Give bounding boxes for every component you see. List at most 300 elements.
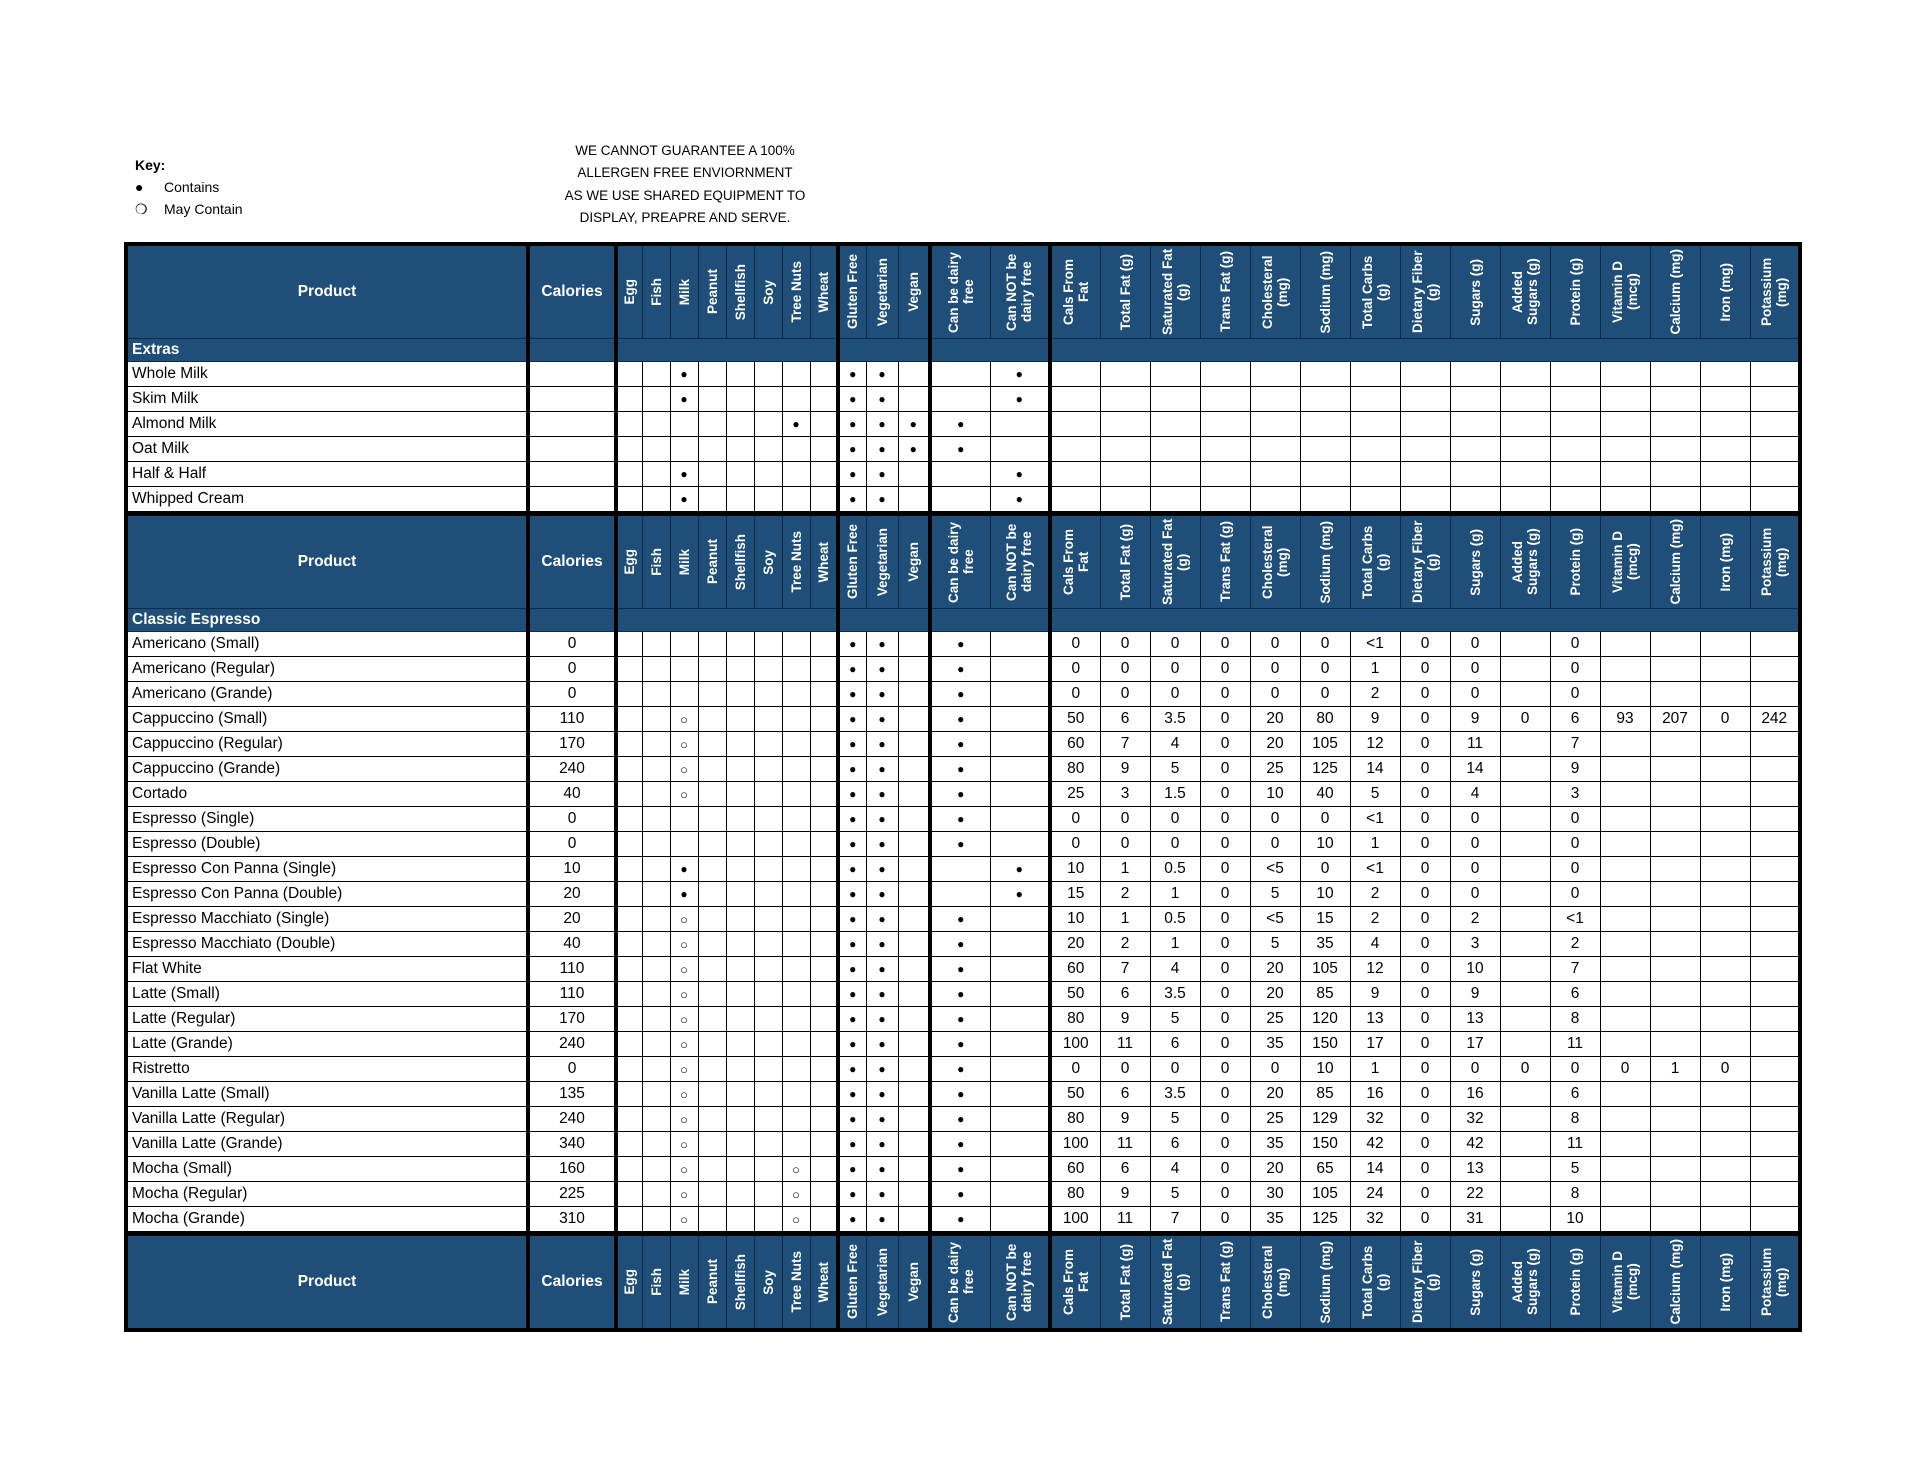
table-cell — [1100, 437, 1150, 462]
table-cell: ● — [930, 657, 990, 682]
column-header — [838, 1234, 866, 1331]
table-cell — [642, 857, 670, 882]
column-header-label: Sodium (mg) — [1317, 250, 1333, 334]
table-cell — [642, 1032, 670, 1057]
table-cell: ○ — [670, 1207, 698, 1234]
table-cell — [1200, 412, 1250, 437]
table-cell — [1550, 362, 1600, 387]
table-row — [126, 362, 1800, 387]
product-name: Whole Milk — [126, 362, 528, 387]
table-cell — [898, 882, 930, 907]
product-name: Cortado — [126, 782, 528, 807]
table-cell: 5 — [1150, 757, 1200, 782]
table-cell — [810, 882, 838, 907]
table-cell: 0 — [528, 682, 616, 707]
table-cell — [670, 657, 698, 682]
table-cell — [698, 1157, 726, 1182]
table-cell — [616, 1082, 642, 1107]
column-header — [616, 514, 642, 609]
table-cell: 7 — [1150, 1207, 1200, 1234]
table-cell — [726, 982, 754, 1007]
table-cell: 0 — [1100, 807, 1150, 832]
table-cell — [990, 1157, 1050, 1182]
table-cell: 10 — [528, 857, 616, 882]
table-cell: 5 — [1250, 932, 1300, 957]
table-cell: ● — [866, 387, 898, 412]
product-name: Cappuccino (Regular) — [126, 732, 528, 757]
column-header-label: Fish — [648, 278, 664, 306]
column-header-label: Dietary Fiber (g) — [1410, 1240, 1440, 1324]
table-cell: 0 — [1400, 1157, 1450, 1182]
table-row — [126, 387, 1800, 412]
table-cell: ● — [782, 412, 810, 437]
column-header — [1700, 1234, 1750, 1331]
table-cell: ● — [838, 657, 866, 682]
table-cell: ● — [930, 957, 990, 982]
table-cell — [1650, 387, 1700, 412]
column-header — [1650, 514, 1700, 609]
table-cell — [726, 932, 754, 957]
table-cell: 0 — [1400, 1082, 1450, 1107]
table-row — [126, 932, 1800, 957]
table-cell: 0 — [1550, 857, 1600, 882]
table-cell — [1650, 932, 1700, 957]
table-cell: ● — [838, 387, 866, 412]
table-cell — [810, 632, 838, 657]
table-cell: 0 — [1400, 1007, 1450, 1032]
table-cell: ● — [838, 1007, 866, 1032]
header-row — [126, 1234, 1800, 1331]
table-cell — [1700, 807, 1750, 832]
table-row — [126, 757, 1800, 782]
table-cell: 11 — [1100, 1207, 1150, 1234]
table-cell: 35 — [1300, 932, 1350, 957]
table-cell: 60 — [1050, 1157, 1100, 1182]
table-cell: 20 — [1250, 1082, 1300, 1107]
table-cell — [810, 1107, 838, 1132]
table-cell: 0 — [528, 807, 616, 832]
table-cell — [1650, 632, 1700, 657]
table-cell — [810, 1182, 838, 1207]
column-header — [1150, 244, 1200, 339]
table-cell: ● — [866, 362, 898, 387]
table-cell — [898, 1082, 930, 1107]
table-cell — [930, 462, 990, 487]
column-header-label: Can NOT be dairy free — [1004, 1243, 1035, 1321]
table-cell — [1750, 632, 1800, 657]
column-header — [1550, 1234, 1600, 1331]
table-cell — [698, 362, 726, 387]
table-row — [126, 462, 1800, 487]
table-cell — [1750, 462, 1800, 487]
table-cell: 0 — [1300, 657, 1350, 682]
column-header-label: Dietary Fiber (g) — [1410, 520, 1440, 604]
table-cell — [782, 732, 810, 757]
table-cell — [1050, 462, 1100, 487]
table-cell: 0 — [1400, 657, 1450, 682]
table-cell: ● — [930, 932, 990, 957]
legend-key — [135, 154, 243, 220]
table-row — [126, 1207, 1800, 1234]
table-cell: 3 — [1550, 782, 1600, 807]
table-cell — [1600, 362, 1650, 387]
table-cell — [810, 732, 838, 757]
table-cell — [698, 832, 726, 857]
table-cell — [754, 932, 782, 957]
column-header — [866, 514, 898, 609]
table-cell — [616, 1132, 642, 1157]
section-band — [838, 339, 930, 362]
table-cell — [616, 657, 642, 682]
table-cell: ● — [930, 807, 990, 832]
table-cell — [642, 957, 670, 982]
table-cell — [1200, 387, 1250, 412]
table-cell: 0 — [1400, 882, 1450, 907]
table-cell — [898, 907, 930, 932]
table-cell: 0 — [1400, 857, 1450, 882]
table-cell — [898, 1182, 930, 1207]
table-cell: ○ — [670, 1182, 698, 1207]
table-cell — [1050, 487, 1100, 514]
table-cell — [754, 757, 782, 782]
table-cell: ● — [838, 1157, 866, 1182]
table-cell: 0 — [1450, 657, 1500, 682]
table-cell — [810, 757, 838, 782]
table-cell — [990, 1182, 1050, 1207]
column-header-label: Milk — [676, 278, 692, 306]
table-cell: ● — [866, 657, 898, 682]
table-cell: ○ — [670, 907, 698, 932]
table-cell — [898, 757, 930, 782]
product-name: Latte (Regular) — [126, 1007, 528, 1032]
product-name: Ristretto — [126, 1057, 528, 1082]
table-cell: 0 — [1150, 657, 1200, 682]
table-cell — [1100, 412, 1150, 437]
table-cell: 8 — [1550, 1007, 1600, 1032]
table-cell: 0 — [1550, 807, 1600, 832]
column-header — [1750, 244, 1800, 339]
table-cell — [1350, 487, 1400, 514]
table-cell: 11 — [1550, 1032, 1600, 1057]
table-cell: ● — [838, 487, 866, 514]
table-row — [126, 1082, 1800, 1107]
table-cell: 32 — [1350, 1207, 1400, 1234]
table-cell: 2 — [1100, 932, 1150, 957]
table-cell — [898, 707, 930, 732]
column-header-label: Total Fat (g) — [1117, 253, 1133, 331]
table-cell: 11 — [1450, 732, 1500, 757]
column-header-label: Shellfish — [732, 533, 748, 591]
table-cell — [698, 1007, 726, 1032]
table-cell: 2 — [1550, 932, 1600, 957]
table-cell — [898, 807, 930, 832]
table-row — [126, 1132, 1800, 1157]
table-cell — [990, 1007, 1050, 1032]
table-cell: 10 — [1050, 907, 1100, 932]
table-cell — [1750, 1132, 1800, 1157]
table-cell: 0 — [1700, 1057, 1750, 1082]
table-cell — [1650, 1032, 1700, 1057]
table-cell — [698, 437, 726, 462]
product-name: Americano (Grande) — [126, 682, 528, 707]
table-cell: ● — [866, 857, 898, 882]
table-cell — [782, 857, 810, 882]
table-row — [126, 832, 1800, 857]
table-cell — [698, 487, 726, 514]
section-band — [838, 609, 930, 632]
table-cell: ● — [866, 1007, 898, 1032]
table-cell — [698, 682, 726, 707]
table-cell — [990, 657, 1050, 682]
table-cell — [616, 932, 642, 957]
table-cell — [810, 1132, 838, 1157]
table-cell: 50 — [1050, 707, 1100, 732]
table-cell — [990, 437, 1050, 462]
column-header — [1400, 1234, 1450, 1331]
table-cell — [616, 732, 642, 757]
table-cell — [1100, 362, 1150, 387]
table-cell: 9 — [1100, 1182, 1150, 1207]
table-cell — [1700, 882, 1750, 907]
table-cell — [1500, 1007, 1550, 1032]
product-name: Cappuccino (Grande) — [126, 757, 528, 782]
table-cell — [1650, 1082, 1700, 1107]
column-header — [670, 514, 698, 609]
column-header — [698, 1234, 726, 1331]
column-header-label: Can be dairy free — [945, 1241, 976, 1323]
table-cell: ● — [990, 882, 1050, 907]
column-header-label: Milk — [676, 548, 692, 576]
table-cell — [1600, 632, 1650, 657]
table-cell — [642, 462, 670, 487]
table-cell: 14 — [1350, 757, 1400, 782]
table-cell: 20 — [1250, 982, 1300, 1007]
column-header-label: Iron (mg) — [1717, 262, 1733, 322]
product-name: Latte (Grande) — [126, 1032, 528, 1057]
table-cell — [1500, 1207, 1550, 1234]
table-cell — [898, 487, 930, 514]
column-header-label: Iron (mg) — [1717, 1252, 1733, 1312]
table-cell — [810, 957, 838, 982]
table-cell: 0 — [1400, 807, 1450, 832]
table-cell — [1350, 387, 1400, 412]
table-cell: 0 — [1300, 632, 1350, 657]
table-cell: 9 — [1450, 982, 1500, 1007]
table-cell: 2 — [1100, 882, 1150, 907]
product-name: Mocha (Grande) — [126, 1207, 528, 1234]
table-cell — [726, 1032, 754, 1057]
table-cell — [782, 782, 810, 807]
column-header-label: Dietary Fiber (g) — [1410, 250, 1440, 334]
table-cell: 0 — [1300, 857, 1350, 882]
column-header-label: Trans Fat (g) — [1217, 251, 1233, 333]
column-header-label: Cals From Fat — [1060, 258, 1091, 326]
table-cell — [810, 982, 838, 1007]
table-cell: ● — [838, 832, 866, 857]
column-header-label: Cals From Fat — [1060, 1248, 1091, 1316]
table-cell — [898, 832, 930, 857]
table-cell — [898, 387, 930, 412]
column-header-label: Total Fat (g) — [1117, 1243, 1133, 1321]
table-cell — [1500, 1107, 1550, 1132]
column-header-label: Tree Nuts — [788, 1251, 804, 1313]
table-cell: 0 — [1400, 782, 1450, 807]
table-cell — [1650, 462, 1700, 487]
table-row — [126, 957, 1800, 982]
nutrition-sheet — [124, 242, 1802, 1332]
table-cell — [1700, 732, 1750, 757]
table-cell: 15 — [1300, 907, 1350, 932]
table-cell — [698, 882, 726, 907]
disclaimer-line: AS WE USE SHARED EQUIPMENT TO — [564, 187, 806, 203]
column-header — [1150, 1234, 1200, 1331]
table-cell: 120 — [1300, 1007, 1350, 1032]
table-cell: ● — [838, 707, 866, 732]
table-cell: 0 — [1400, 982, 1450, 1007]
table-cell: 6 — [1550, 707, 1600, 732]
table-cell — [1500, 832, 1550, 857]
table-cell — [782, 807, 810, 832]
table-cell: 129 — [1300, 1107, 1350, 1132]
table-cell — [898, 857, 930, 882]
table-cell: 170 — [528, 732, 616, 757]
column-header — [838, 514, 866, 609]
table-cell: 0 — [1400, 707, 1450, 732]
table-cell — [990, 682, 1050, 707]
table-cell: ● — [990, 462, 1050, 487]
table-cell: <1 — [1550, 907, 1600, 932]
column-header-label: Calcium (mg) — [1667, 249, 1683, 335]
product-name: Americano (Regular) — [126, 657, 528, 682]
table-cell: ● — [838, 907, 866, 932]
table-cell: 0 — [1250, 657, 1300, 682]
table-cell — [698, 1057, 726, 1082]
table-cell — [754, 782, 782, 807]
table-cell: 0 — [1050, 807, 1100, 832]
column-header-label: Potassium (mg) — [1759, 257, 1790, 327]
table-cell — [1350, 412, 1400, 437]
table-cell — [1650, 857, 1700, 882]
table-cell — [810, 1207, 838, 1234]
column-header: Product — [126, 514, 528, 609]
table-cell: ● — [866, 682, 898, 707]
table-cell: ● — [838, 437, 866, 462]
table-cell — [1250, 412, 1300, 437]
table-row — [126, 682, 1800, 707]
table-cell: 0 — [1250, 682, 1300, 707]
table-cell — [1650, 757, 1700, 782]
table-cell — [1750, 412, 1800, 437]
table-cell — [782, 832, 810, 857]
table-cell: 0 — [1200, 1207, 1250, 1234]
column-header — [990, 514, 1050, 609]
table-cell: 11 — [1550, 1132, 1600, 1157]
table-cell — [1500, 1032, 1550, 1057]
column-header — [616, 1234, 642, 1331]
column-header-label: Cholesteral (mg) — [1260, 525, 1290, 599]
table-cell: 40 — [1300, 782, 1350, 807]
table-cell: 15 — [1050, 882, 1100, 907]
table-cell — [898, 1157, 930, 1182]
table-cell — [642, 832, 670, 857]
table-cell: ● — [930, 1082, 990, 1107]
column-header — [670, 244, 698, 339]
table-cell — [782, 907, 810, 932]
table-cell — [726, 437, 754, 462]
table-cell: 0 — [1150, 632, 1200, 657]
section-band — [616, 609, 838, 632]
column-header: Product — [126, 1234, 528, 1331]
column-header — [754, 244, 782, 339]
table-cell — [782, 1132, 810, 1157]
table-cell — [726, 1157, 754, 1182]
table-cell: ● — [866, 932, 898, 957]
table-cell: 20 — [1050, 932, 1100, 957]
table-cell — [930, 487, 990, 514]
table-cell — [754, 412, 782, 437]
table-cell — [642, 387, 670, 412]
table-cell — [698, 807, 726, 832]
table-cell — [698, 387, 726, 412]
table-cell — [810, 932, 838, 957]
table-cell: 242 — [1750, 707, 1800, 732]
column-header — [1600, 514, 1650, 609]
table-cell — [642, 782, 670, 807]
table-cell: 25 — [1250, 757, 1300, 782]
table-cell: ● — [838, 1132, 866, 1157]
legend-item-contains — [135, 176, 243, 198]
table-cell: ● — [670, 487, 698, 514]
table-cell — [1700, 1032, 1750, 1057]
table-cell — [810, 1157, 838, 1182]
table-cell — [1600, 957, 1650, 982]
table-cell — [642, 757, 670, 782]
table-cell — [1500, 1157, 1550, 1182]
product-name: Flat White — [126, 957, 528, 982]
column-header — [838, 244, 866, 339]
table-cell — [754, 707, 782, 732]
table-cell — [1150, 362, 1200, 387]
table-cell — [782, 1007, 810, 1032]
table-cell: 3.5 — [1150, 1082, 1200, 1107]
table-row — [126, 907, 1800, 932]
table-cell: 13 — [1450, 1157, 1500, 1182]
column-header-label: Vitamin D (mcg) — [1610, 1251, 1640, 1314]
table-cell: 1 — [1100, 857, 1150, 882]
column-header-label: Tree Nuts — [788, 531, 804, 593]
table-cell: 9 — [1350, 982, 1400, 1007]
table-cell: 5 — [1150, 1107, 1200, 1132]
column-header — [1500, 1234, 1550, 1331]
table-cell: ● — [930, 1132, 990, 1157]
product-name: Cappuccino (Small) — [126, 707, 528, 732]
table-cell — [1100, 462, 1150, 487]
column-header — [1600, 244, 1650, 339]
table-cell: ○ — [782, 1157, 810, 1182]
product-name: Oat Milk — [126, 437, 528, 462]
table-cell — [616, 412, 642, 437]
table-cell: 4 — [1350, 932, 1400, 957]
table-cell: 0 — [1200, 832, 1250, 857]
product-name: Whipped Cream — [126, 487, 528, 514]
table-cell: 0 — [1200, 732, 1250, 757]
table-cell — [1600, 982, 1650, 1007]
column-header — [1500, 514, 1550, 609]
table-cell — [898, 1032, 930, 1057]
table-cell — [1650, 957, 1700, 982]
table-cell — [642, 682, 670, 707]
table-cell — [616, 362, 642, 387]
